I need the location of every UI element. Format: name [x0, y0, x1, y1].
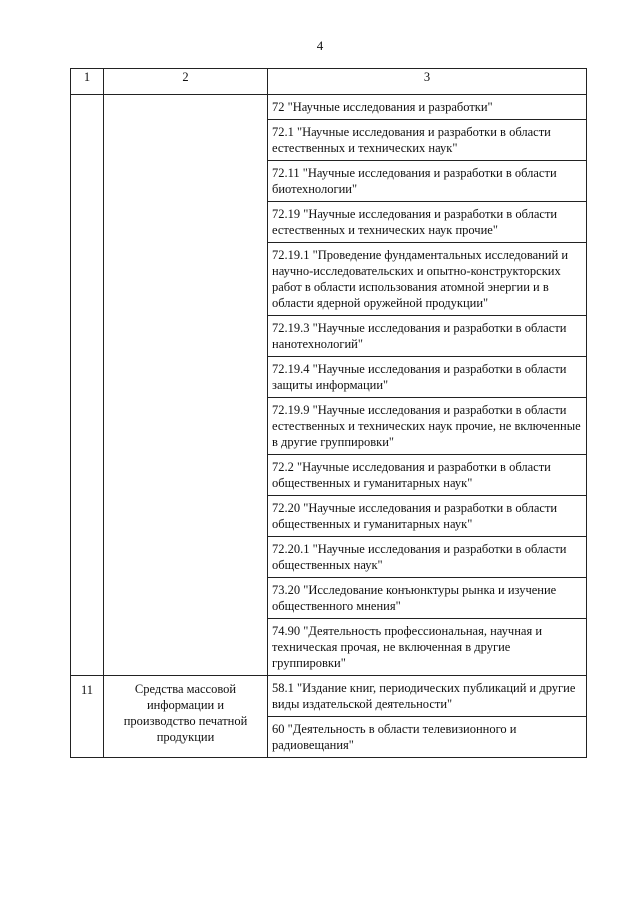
- activity-code-item: 72.19.9 "Научные исследования и разработки в области естественных и технических наук прочие, не включенные в другие группировки": [268, 398, 587, 455]
- activity-code-item: 72.19.1 "Проведение фундаментальных исследований и научно-исследовательских и опытно-конструкторских работ в области использования атомной энергии и в области ядерной оружейной продукции": [268, 243, 587, 316]
- activity-code-item: 72.20.1 "Научные исследования и разработки в области общественных наук": [268, 537, 587, 578]
- activity-code-item: 72.20 "Научные исследования и разработки в области общественных и гуманитарных наук": [268, 496, 587, 537]
- activity-code-item: 72.2 "Научные исследования и разработки в области общественных и гуманитарных наук": [268, 455, 587, 496]
- activity-code-item: 72.11 "Научные исследования и разработки в области биотехнологии": [268, 161, 587, 202]
- activity-code-item: 72.1 "Научные исследования и разработки в области естественных и технических наук": [268, 120, 587, 161]
- activity-code-item: 72.19 "Научные исследования и разработки в области естественных и технических наук прочие": [268, 202, 587, 243]
- activity-code-item: 72 "Научные исследования и разработки": [268, 95, 587, 120]
- page-number: 4: [316, 38, 324, 53]
- table-row: [71, 676, 587, 717]
- table-header-row: [71, 69, 587, 95]
- table-row: [71, 95, 587, 120]
- group-number-cell: [71, 95, 104, 676]
- activity-code-item: 72.19.4 "Научные исследования и разработки в области защиты информации": [268, 357, 587, 398]
- group-label-cell: Средства массовой информации и производство печатной продукции: [104, 676, 268, 758]
- group-number-cell: 11: [71, 676, 104, 758]
- column-header-1: 1: [71, 69, 104, 95]
- activity-code-item: 73.20 "Исследование конъюнктуры рынка и изучение общественного мнения": [268, 578, 587, 619]
- column-header-2: 2: [104, 69, 268, 95]
- activity-code-item: 58.1 "Издание книг, периодических публикаций и другие виды издательской деятельности": [268, 676, 587, 717]
- activity-codes-table: [70, 68, 587, 758]
- activity-code-item: 74.90 "Деятельность профессиональная, научная и техническая прочая, не включенная в другие группировки": [268, 619, 587, 676]
- column-header-3: 3: [268, 69, 587, 95]
- activity-code-item: 60 "Деятельность в области телевизионного и радиовещания": [268, 717, 587, 758]
- activity-code-item: 72.19.3 "Научные исследования и разработки в области нанотехнологий": [268, 316, 587, 357]
- group-label-cell: [104, 95, 268, 676]
